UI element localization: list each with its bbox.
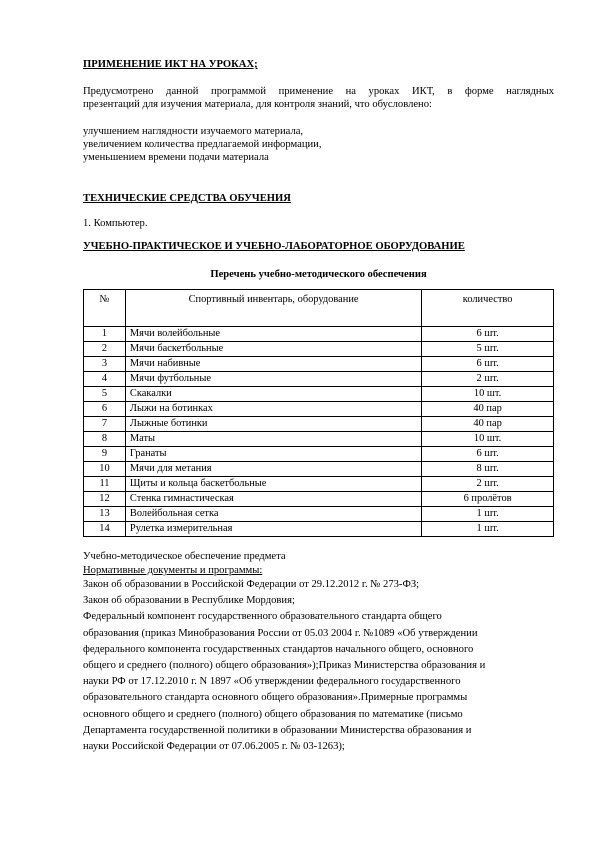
row-number: 2 <box>84 342 126 357</box>
column-header-quantity: количество <box>422 290 554 327</box>
row-quantity: 1 шт. <box>422 522 554 537</box>
column-header-number: № <box>84 290 126 327</box>
row-number: 4 <box>84 372 126 387</box>
row-number: 8 <box>84 432 126 447</box>
row-equipment-name: Волейбольная сетка <box>125 507 421 522</box>
row-number: 9 <box>84 447 126 462</box>
column-header-equipment: Спортивный инвентарь, оборудование <box>125 290 421 327</box>
table-caption: Перечень учебно-методического обеспечения <box>210 269 427 280</box>
row-equipment-name: Гранаты <box>125 447 421 462</box>
table-body <box>84 327 554 537</box>
table-row <box>84 402 554 417</box>
row-quantity: 1 шт. <box>422 507 554 522</box>
row-equipment-name: Мячи футбольные <box>125 372 421 387</box>
table-row <box>84 507 554 522</box>
row-number: 7 <box>84 417 126 432</box>
table-row <box>84 432 554 447</box>
row-quantity: 6 пролётов <box>422 492 554 507</box>
methodical-line: федерального компонента государственных стандартов начального общего, основного <box>83 643 474 655</box>
row-quantity: 2 шт. <box>422 372 554 387</box>
ikt-paragraph-line-1: Предусмотрено данной программой применение на уроках ИКТ, в форме наглядных <box>83 86 554 97</box>
row-number: 12 <box>84 492 126 507</box>
table-row <box>84 357 554 372</box>
row-number: 3 <box>84 357 126 372</box>
row-number: 1 <box>84 327 126 342</box>
table-row <box>84 387 554 402</box>
methodical-line: Департамента государственной политики в образовании Министерства образования и <box>83 724 472 736</box>
table-row <box>84 342 554 357</box>
row-quantity: 5 шт. <box>422 342 554 357</box>
table-row <box>84 327 554 342</box>
ikt-reason: увеличением количества предлагаемой информации, <box>83 139 322 150</box>
row-equipment-name: Лыжные ботинки <box>125 417 421 432</box>
methodical-line: образования (приказ Минобразования России от 05.03 2004 г. №1089 «Об утверждении <box>83 627 478 639</box>
row-equipment-name: Стенка гимнастическая <box>125 492 421 507</box>
row-number: 13 <box>84 507 126 522</box>
methodical-line: науки РФ от 17.12.2010 г. N 1897 «Об утверждении федерального государственного <box>83 676 461 688</box>
tech-item: 1. Компьютер. <box>83 218 148 229</box>
methodical-title: Учебно-методическое обеспечение предмета <box>83 551 286 562</box>
ikt-reason: уменьшением времени подачи материала <box>83 152 269 163</box>
methodical-line: основного общего и среднего (полного) общего образования по математике (письмо <box>83 708 463 720</box>
methodical-line: Закон об образовании в Российской Федерации от 29.12.2012 г. № 273-ФЗ; <box>83 579 420 590</box>
row-equipment-name: Рулетка измерительная <box>125 522 421 537</box>
row-quantity: 6 шт. <box>422 447 554 462</box>
row-quantity: 2 шт. <box>422 477 554 492</box>
equipment-heading: УЧЕБНО-ПРАКТИЧЕСКОЕ И УЧЕБНО-ЛАБОРАТОРНОЕ ОБОРУДОВАНИЕ <box>83 241 465 252</box>
table-row <box>84 372 554 387</box>
methodical-subtitle: Нормативные документы и программы: <box>83 565 263 576</box>
row-equipment-name: Мячи баскетбольные <box>125 342 421 357</box>
row-quantity: 40 пар <box>422 417 554 432</box>
row-equipment-name: Мячи для метания <box>125 462 421 477</box>
table-header-row <box>84 290 554 327</box>
methodical-line: общего и среднего (полного) общего образования»);Приказ Министерства образования и <box>83 660 486 671</box>
row-equipment-name: Лыжи на ботинках <box>125 402 421 417</box>
table-row <box>84 522 554 537</box>
row-number: 14 <box>84 522 126 537</box>
row-equipment-name: Мячи набивные <box>125 357 421 372</box>
table-row <box>84 447 554 462</box>
table-row <box>84 417 554 432</box>
table-row <box>84 477 554 492</box>
equipment-table <box>83 289 554 537</box>
row-quantity: 40 пар <box>422 402 554 417</box>
row-quantity: 8 шт. <box>422 462 554 477</box>
row-quantity: 6 шт. <box>422 327 554 342</box>
methodical-line: Федеральный компонент государственного образовательного стандарта общего <box>83 611 442 623</box>
row-quantity: 10 шт. <box>422 387 554 402</box>
row-equipment-name: Щиты и кольца баскетбольные <box>125 477 421 492</box>
table-row <box>84 492 554 507</box>
row-number: 5 <box>84 387 126 402</box>
row-equipment-name: Мячи волейбольные <box>125 327 421 342</box>
table-row <box>84 462 554 477</box>
row-equipment-name: Маты <box>125 432 421 447</box>
methodical-line: Закон об образовании в Республике Мордовия; <box>83 595 295 607</box>
row-quantity: 6 шт. <box>422 357 554 372</box>
row-number: 10 <box>84 462 126 477</box>
row-number: 6 <box>84 402 126 417</box>
row-number: 11 <box>84 477 126 492</box>
methodical-line: образовательного стандарта основного общего образования».Примерные программы <box>83 692 468 704</box>
methodical-line: науки Российской Федерации от 07.06.2005 г. № 03-1263); <box>83 741 345 752</box>
ikt-heading: ПРИМЕНЕНИЕ ИКТ НА УРОКАХ; <box>83 59 258 70</box>
tech-heading: ТЕХНИЧЕСКИЕ СРЕДСТВА ОБУЧЕНИЯ <box>83 193 291 204</box>
ikt-paragraph-line-2: презентаций для изучения материала, для контроля знаний, что обусловлено: <box>83 99 432 110</box>
row-quantity: 10 шт. <box>422 432 554 447</box>
ikt-reason: улучшением наглядности изучаемого материала, <box>83 126 304 137</box>
row-equipment-name: Скакалки <box>125 387 421 402</box>
